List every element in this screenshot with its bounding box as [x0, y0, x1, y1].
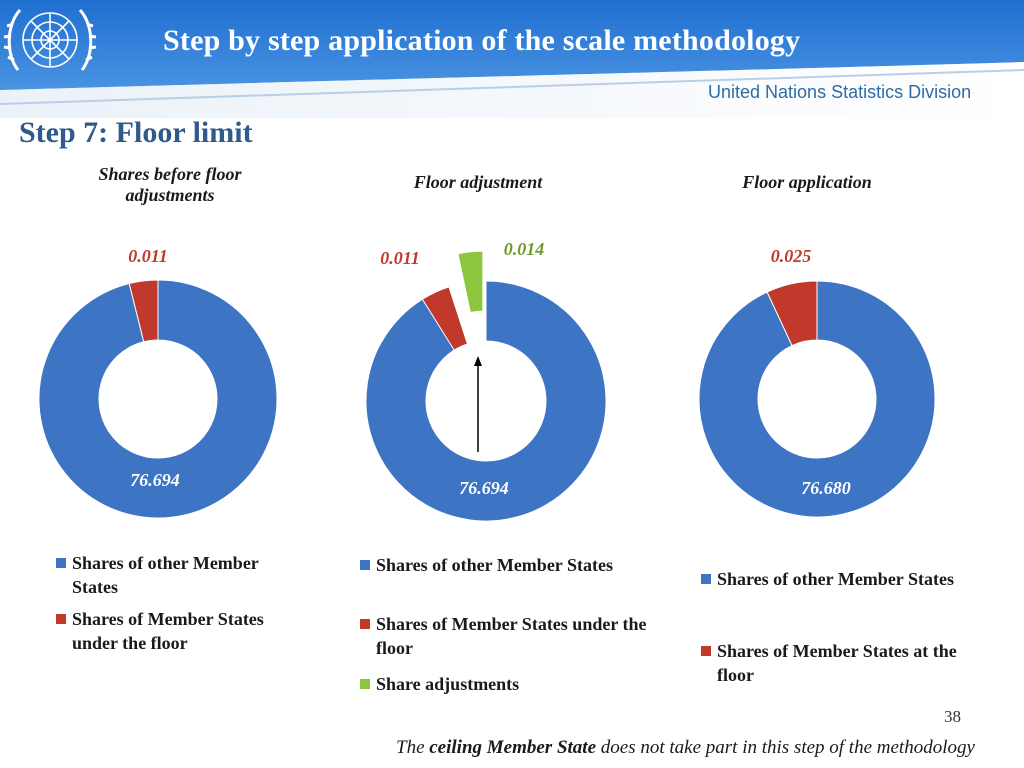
division-name: United Nations Statistics Division	[708, 82, 972, 102]
legend-label: Shares of other Member States	[376, 555, 613, 575]
legend-swatch	[360, 679, 370, 689]
chart-2-blue-value: 76.694	[459, 478, 509, 498]
chart-3-title: Floor application	[742, 172, 872, 192]
footnote-the: The	[396, 737, 425, 758]
legend-swatch	[56, 614, 66, 624]
chart-2-green-value: 0.014	[503, 239, 545, 259]
chart-3-red-value: 0.025	[770, 246, 812, 266]
chart-1-title: Shares before floor adjustments	[98, 164, 242, 205]
legend-swatch	[701, 646, 711, 656]
chart-3-legend	[701, 567, 971, 697]
legend-label: Shares of Member States under the floor	[376, 614, 647, 658]
chart-2-title: Floor adjustment	[413, 172, 543, 192]
legend-label: Shares of Member States under the floor	[72, 609, 264, 653]
legend-item-under-floor	[56, 607, 306, 655]
chart-2-red-value: 0.011	[380, 248, 420, 268]
chart-1-blue-value: 76.694	[130, 470, 180, 490]
chart-1-legend	[56, 551, 306, 661]
legend-item-under-floor	[360, 612, 660, 660]
legend-item-other-member-states	[701, 567, 954, 591]
exploded-segment-group	[458, 251, 483, 312]
legend-swatch	[56, 558, 66, 568]
footnote	[396, 737, 975, 759]
chart-3-blue-value: 76.680	[801, 478, 851, 498]
page-number: 38	[944, 707, 961, 726]
legend-swatch	[701, 574, 711, 584]
legend-item-other-member-states	[56, 551, 306, 599]
footnote-bold: ceiling Member State	[429, 737, 597, 758]
adjustment-arrowhead	[474, 356, 482, 366]
step-title: Step 7: Floor limit	[19, 116, 253, 149]
legend-label: Shares of Member States at the floor	[717, 641, 957, 685]
chart-1-red-value: 0.011	[128, 246, 168, 266]
legend-label: Shares of other Member States	[72, 553, 259, 597]
legend-label: Shares of other Member States	[717, 569, 954, 589]
legend-swatch	[360, 619, 370, 629]
legend-label: Share adjustments	[376, 674, 520, 694]
footnote-rest: does not take part in this step of the methodology	[600, 737, 975, 758]
donut-segment-share-adjustments	[458, 251, 483, 312]
legend-swatch	[360, 560, 370, 570]
legend-item-at-floor	[701, 639, 971, 687]
legend-item-other-member-states	[360, 553, 613, 577]
legend-item-share-adjustments	[360, 672, 519, 696]
slide-title: Step by step application of the scale methodology	[163, 24, 801, 57]
chart-2-legend	[360, 553, 660, 703]
